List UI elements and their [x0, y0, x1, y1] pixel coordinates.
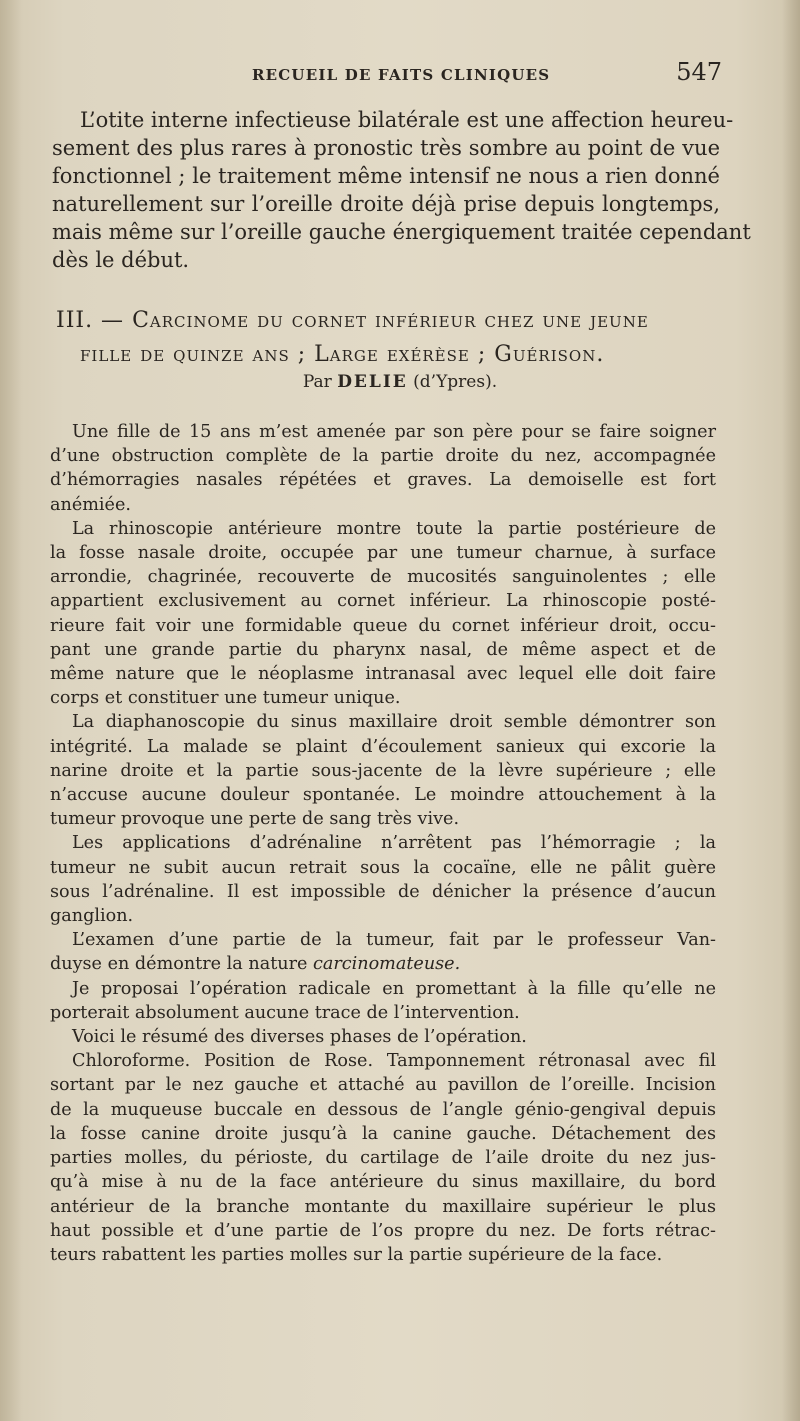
text-line: intégrité. La malade se plaint d’écoulement sanieux qui excorie la — [50, 736, 716, 757]
text-line: appartient exclusivement au cornet inférieur. La rhinoscopie posté- — [50, 591, 716, 612]
page-header — [252, 58, 722, 92]
text-line: L’otite interne infectieuse bilatérale est une affection heureu- — [80, 108, 734, 132]
byline-author: DELIE — [337, 372, 408, 392]
text-line: arrondie, chagrinée, recouverte de mucosités sanguinolentes ; elle — [50, 567, 716, 588]
text-line: corps et constituer une tumeur unique. — [50, 688, 401, 709]
page-number: 547 — [676, 58, 722, 86]
text-line: d’hémorragies nasales répétées et graves. La demoiselle est fort — [50, 470, 716, 491]
text-line: Une fille de 15 ans m’est amenée par son père pour se faire soigner — [72, 422, 716, 442]
text-line: fonctionnel ; le traitement même intensif ne nous a rien donné — [52, 164, 720, 188]
text-line: sortant par le nez gauche et attaché au pavillon de l’oreille. Incision — [50, 1075, 716, 1096]
section-number: III. — — [56, 308, 125, 333]
text-line: la fosse canine droite jusqu’à la canine gauche. Détachement des — [50, 1123, 716, 1144]
text-line: d’une obstruction complète de la partie droite du nez, accompagnée — [50, 446, 716, 467]
text-line — [50, 952, 716, 976]
text-line: porterait absolument aucune trace de l’intervention. — [50, 1002, 520, 1023]
text-line: Les applications d’adrénaline n’arrêtent pas l’hémorragie ; la — [72, 833, 716, 854]
text-line: antérieur de la branche montante du maxillaire supérieur le plus — [50, 1196, 716, 1217]
text-line: La diaphanoscopie du sinus maxillaire droit semble démontrer son — [72, 712, 716, 733]
italic-term: carcinomateuse. — [313, 954, 461, 975]
text-line: narine droite et la partie sous-jacente de la lèvre supérieure ; elle — [50, 760, 716, 781]
text-line: la fosse nasale droite, occupée par une tumeur charnue, à surface — [50, 543, 716, 564]
text-line: Je proposai l’opération radicale en promettant à la fille qu’elle ne — [72, 978, 716, 999]
byline — [0, 372, 800, 392]
text-line: sement des plus rares à pronostic très sombre au point de vue — [52, 136, 720, 160]
text-line: ganglion. — [50, 906, 134, 927]
section-title-line-2: fille de quinze ans ; Large exérèse ; Guérison. — [80, 342, 605, 367]
text-line: Voici le résumé des diverses phases de l’opération. — [72, 1027, 527, 1048]
text-line: anémiée. — [50, 494, 131, 515]
text-line: La rhinoscopie antérieure montre toute la partie postérieure de — [72, 518, 716, 539]
body-text — [50, 420, 716, 1267]
text-line: naturellement sur l’oreille droite déjà prise depuis longtemps, — [52, 192, 720, 216]
byline-prefix: Par — [302, 372, 332, 392]
text-line: rieure fait voir une formidable queue du cornet inférieur droit, occu- — [50, 615, 716, 636]
running-title: RECUEIL DE FAITS CLINIQUES — [252, 66, 551, 84]
text-line: pant une grande partie du pharynx nasal, de même aspect et de — [50, 639, 716, 660]
text-line: L’examen d’une partie de la tumeur, fait par le professeur Van- — [72, 930, 716, 951]
text-line: sous l’adrénaline. Il est impossible de dénicher la présence d’aucun — [50, 881, 716, 902]
text-line: haut possible et d’une partie de l’os propre du nez. De forts rétrac- — [50, 1220, 716, 1241]
text-line: Chloroforme. Position de Rose. Tamponnement rétronasal avec fil — [72, 1051, 716, 1072]
section-title-line-1: Carcinome du cornet inférieur chez une jeune — [132, 308, 649, 333]
text-line: dès le début. — [52, 248, 190, 272]
text-line: parties molles, du périoste, du cartilage de l’aile droite du nez jus- — [50, 1148, 716, 1169]
text-line: qu’à mise à nu de la face antérieure du sinus maxillaire, du bord — [50, 1172, 716, 1193]
text-line: de la muqueuse buccale en dessous de l’angle génio-gengival depuis — [50, 1099, 716, 1120]
byline-suffix: (d’Ypres). — [413, 372, 498, 392]
text-line: même nature que le néoplasme intranasal avec lequel elle doit faire — [50, 664, 716, 685]
text-line: mais même sur l’oreille gauche énergiquement traitée cependant — [52, 220, 751, 244]
text-line: tumeur provoque une perte de sang très vive. — [50, 809, 460, 830]
text-fragment: duyse en démontre la nature — [50, 954, 308, 975]
intro-paragraph — [52, 106, 751, 274]
text-line: teurs rabattent les parties molles sur la partie supérieure de la face. — [50, 1244, 663, 1265]
text-line: tumeur ne subit aucun retrait sous la cocaïne, elle ne pâlit guère — [50, 857, 716, 878]
section-title — [56, 304, 720, 372]
text-line: n’accuse aucune douleur spontanée. Le moindre attouchement à la — [50, 785, 716, 806]
